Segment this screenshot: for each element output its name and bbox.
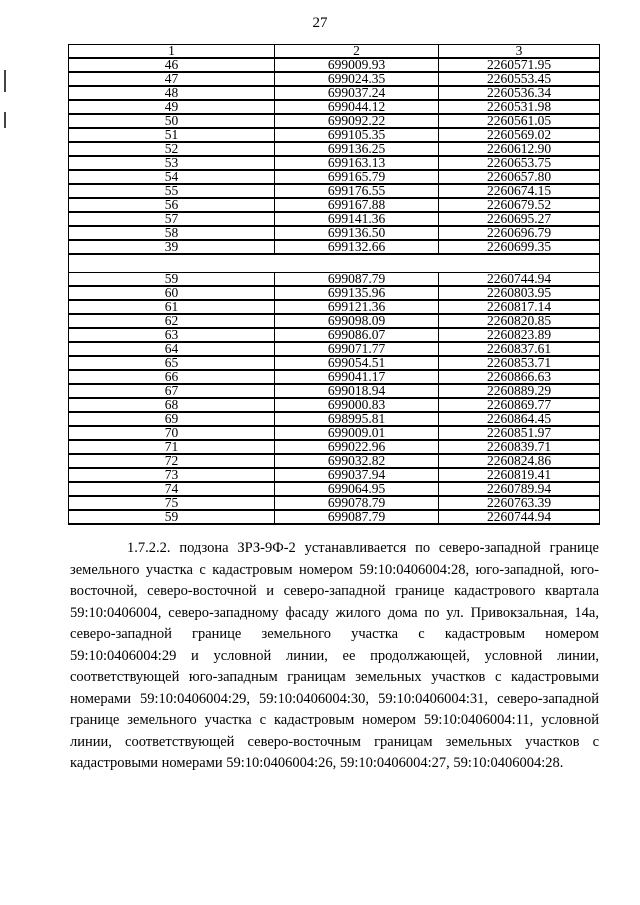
point-number-cell: 66 (69, 370, 275, 384)
x-coordinate-cell: 699165.79 (275, 170, 439, 184)
y-coordinate-cell: 2260553.45 (439, 72, 600, 86)
table-row (69, 212, 600, 226)
y-coordinate-cell: 2260817.14 (439, 300, 600, 314)
x-coordinate-cell: 699135.96 (275, 286, 439, 300)
table-row (69, 496, 600, 510)
point-number-cell: 58 (69, 226, 275, 240)
table-row (69, 468, 600, 482)
point-number-cell: 71 (69, 440, 275, 454)
x-coordinate-cell: 699054.51 (275, 356, 439, 370)
coordinates-table (68, 44, 600, 525)
point-number-cell: 63 (69, 328, 275, 342)
y-coordinate-cell: 2260569.02 (439, 128, 600, 142)
y-coordinate-cell: 2260561.05 (439, 114, 600, 128)
x-coordinate-cell: 699009.93 (275, 58, 439, 72)
separator-cell (69, 254, 600, 273)
point-number-cell: 39 (69, 240, 275, 254)
y-coordinate-cell: 2260657.80 (439, 170, 600, 184)
point-number-cell: 47 (69, 72, 275, 86)
point-number-cell: 68 (69, 398, 275, 412)
table-row (69, 273, 600, 287)
x-coordinate-cell: 699071.77 (275, 342, 439, 356)
table-row (69, 72, 600, 86)
table-row (69, 510, 600, 524)
table-row (69, 412, 600, 426)
column-header: 2 (275, 45, 439, 59)
point-number-cell: 70 (69, 426, 275, 440)
point-number-cell: 53 (69, 156, 275, 170)
point-number-cell: 64 (69, 342, 275, 356)
y-coordinate-cell: 2260696.79 (439, 226, 600, 240)
y-coordinate-cell: 2260853.71 (439, 356, 600, 370)
point-number-cell: 56 (69, 198, 275, 212)
table-row (69, 426, 600, 440)
table-row (69, 384, 600, 398)
x-coordinate-cell: 699136.50 (275, 226, 439, 240)
point-number-cell: 69 (69, 412, 275, 426)
table-row (69, 328, 600, 342)
table-row (69, 170, 600, 184)
x-coordinate-cell: 699037.24 (275, 86, 439, 100)
y-coordinate-cell: 2260531.98 (439, 100, 600, 114)
x-coordinate-cell: 699163.13 (275, 156, 439, 170)
x-coordinate-cell: 699064.95 (275, 482, 439, 496)
x-coordinate-cell: 699087.79 (275, 510, 439, 524)
table-row (69, 240, 600, 254)
margin-mark (4, 112, 6, 128)
point-number-cell: 57 (69, 212, 275, 226)
table-row (69, 156, 600, 170)
table-header-row (69, 45, 600, 59)
point-number-cell: 52 (69, 142, 275, 156)
point-number-cell: 74 (69, 482, 275, 496)
y-coordinate-cell: 2260763.39 (439, 496, 600, 510)
x-coordinate-cell: 699087.79 (275, 273, 439, 287)
x-coordinate-cell: 699000.83 (275, 398, 439, 412)
table-row (69, 184, 600, 198)
table-row (69, 226, 600, 240)
table-row (69, 482, 600, 496)
point-number-cell: 48 (69, 86, 275, 100)
point-number-cell: 54 (69, 170, 275, 184)
point-number-cell: 75 (69, 496, 275, 510)
table-row (69, 356, 600, 370)
table-row (69, 300, 600, 314)
x-coordinate-cell: 699086.07 (275, 328, 439, 342)
x-coordinate-cell: 699037.94 (275, 468, 439, 482)
table-row (69, 342, 600, 356)
table-row (69, 128, 600, 142)
y-coordinate-cell: 2260823.89 (439, 328, 600, 342)
y-coordinate-cell: 2260824.86 (439, 454, 600, 468)
y-coordinate-cell: 2260889.29 (439, 384, 600, 398)
column-header: 3 (439, 45, 600, 59)
x-coordinate-cell: 699032.82 (275, 454, 439, 468)
x-coordinate-cell: 699105.35 (275, 128, 439, 142)
point-number-cell: 61 (69, 300, 275, 314)
point-number-cell: 49 (69, 100, 275, 114)
point-number-cell: 73 (69, 468, 275, 482)
y-coordinate-cell: 2260744.94 (439, 510, 600, 524)
y-coordinate-cell: 2260612.90 (439, 142, 600, 156)
x-coordinate-cell: 699092.22 (275, 114, 439, 128)
y-coordinate-cell: 2260820.85 (439, 314, 600, 328)
x-coordinate-cell: 699041.17 (275, 370, 439, 384)
y-coordinate-cell: 2260674.15 (439, 184, 600, 198)
y-coordinate-cell: 2260869.77 (439, 398, 600, 412)
y-coordinate-cell: 2260789.94 (439, 482, 600, 496)
table-row (69, 86, 600, 100)
y-coordinate-cell: 2260819.41 (439, 468, 600, 482)
point-number-cell: 60 (69, 286, 275, 300)
y-coordinate-cell: 2260803.95 (439, 286, 600, 300)
point-number-cell: 50 (69, 114, 275, 128)
x-coordinate-cell: 699141.36 (275, 212, 439, 226)
table-row (69, 440, 600, 454)
y-coordinate-cell: 2260866.63 (439, 370, 600, 384)
x-coordinate-cell: 699136.25 (275, 142, 439, 156)
zone-description-paragraph: 1.7.2.2. подзона ЗРЗ-9Ф-2 устанавливается по северо-западной границе земельного участка с кадастровым номером 59:10:0406004:28, юго-западной, юго-восточной, северо-восточной и северо-западной границе кадастрового квартала 59:10:0406004, северо-западному фасаду жилого дома по ул. Привокзальная, 14а, северо-западной границе земельного участка с кадастровым номером 59:10:0406004:29 и условной линии, ее продолжающей, условной линии, соответствующей юго-западным границам земельных участков с кадастровыми номерами 59:10:0406004:29, 59:10:0406004:30, 59:10:0406004:31, северо-западной границе земельного участка с кадастровым номером 59:10:0406004:11, условной линии, соответствующей северо-восточным границам земельных участков с кадастровыми номерами 59:10:0406004:26, 59:10:0406004:27, 59:10:0406004:28. (70, 540, 599, 771)
margin-mark (4, 70, 6, 92)
y-coordinate-cell: 2260851.97 (439, 426, 600, 440)
table-row (69, 398, 600, 412)
point-number-cell: 59 (69, 273, 275, 287)
point-number-cell: 65 (69, 356, 275, 370)
table-row (69, 100, 600, 114)
x-coordinate-cell: 699167.88 (275, 198, 439, 212)
table-separator-row (69, 254, 600, 273)
table-row (69, 58, 600, 72)
y-coordinate-cell: 2260679.52 (439, 198, 600, 212)
column-header: 1 (69, 45, 275, 59)
x-coordinate-cell: 699121.36 (275, 300, 439, 314)
y-coordinate-cell: 2260571.95 (439, 58, 600, 72)
y-coordinate-cell: 2260864.45 (439, 412, 600, 426)
table-row (69, 114, 600, 128)
table-row (69, 142, 600, 156)
table-row (69, 286, 600, 300)
point-number-cell: 55 (69, 184, 275, 198)
x-coordinate-cell: 699044.12 (275, 100, 439, 114)
x-coordinate-cell: 699132.66 (275, 240, 439, 254)
point-number-cell: 62 (69, 314, 275, 328)
x-coordinate-cell: 699024.35 (275, 72, 439, 86)
y-coordinate-cell: 2260837.61 (439, 342, 600, 356)
table-row (69, 370, 600, 384)
page-number: 27 (312, 15, 328, 31)
point-number-cell: 46 (69, 58, 275, 72)
y-coordinate-cell: 2260536.34 (439, 86, 600, 100)
table-row (69, 314, 600, 328)
x-coordinate-cell: 699078.79 (275, 496, 439, 510)
y-coordinate-cell: 2260699.35 (439, 240, 600, 254)
point-number-cell: 59 (69, 510, 275, 524)
point-number-cell: 51 (69, 128, 275, 142)
y-coordinate-cell: 2260839.71 (439, 440, 600, 454)
x-coordinate-cell: 699009.01 (275, 426, 439, 440)
x-coordinate-cell: 699176.55 (275, 184, 439, 198)
y-coordinate-cell: 2260744.94 (439, 273, 600, 287)
y-coordinate-cell: 2260653.75 (439, 156, 600, 170)
x-coordinate-cell: 698995.81 (275, 412, 439, 426)
x-coordinate-cell: 699022.96 (275, 440, 439, 454)
x-coordinate-cell: 699018.94 (275, 384, 439, 398)
y-coordinate-cell: 2260695.27 (439, 212, 600, 226)
point-number-cell: 67 (69, 384, 275, 398)
table-row (69, 454, 600, 468)
point-number-cell: 72 (69, 454, 275, 468)
table-row (69, 198, 600, 212)
x-coordinate-cell: 699098.09 (275, 314, 439, 328)
